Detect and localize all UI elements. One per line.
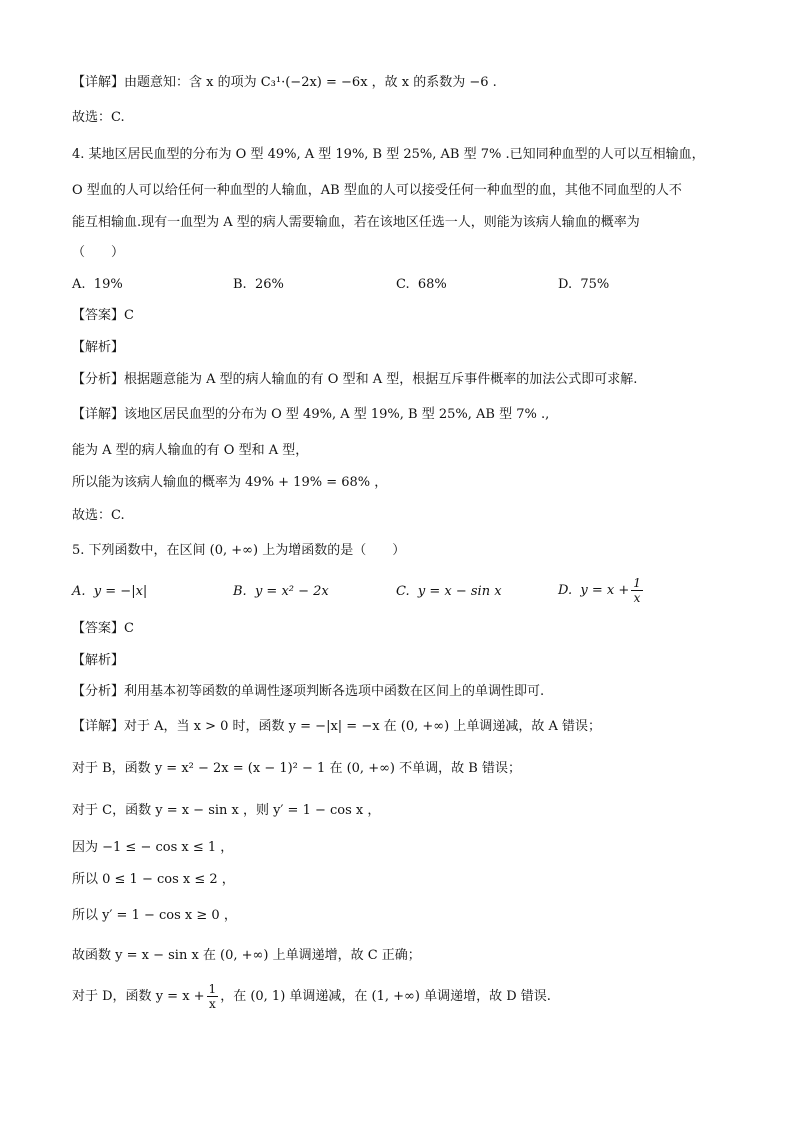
question-4-line-1: 4. 某地区居民血型的分布为 O 型 49%, A 型 19%, B 型 25%, AB 型 7% .已知同种血型的人可以互相输血，: [72, 147, 705, 162]
analysis-5: 【分析】利用基本初等函数的单调性逐项判断各选项中函数在区间上的单调性即可.: [72, 684, 545, 699]
question-4-line-3: 能互相输血.现有一血型为 A 型的病人需要输血，若在该地区任选一人，则能为该病人输血的概率为: [72, 215, 640, 230]
detail-4-line-1: 【详解】该地区居民血型的分布为 O 型 49%, A 型 19%, B 型 25%, AB 型 7% .,: [72, 407, 550, 422]
q4-option-d: D. 75%: [558, 277, 610, 292]
answer-4: 【答案】C: [72, 308, 134, 323]
question-4-bracket: （ ）: [72, 245, 125, 260]
detail-5-line-f: 所以 y′ = 1 − cos x ≥ 0 ，: [72, 908, 237, 923]
analysis-4-heading: 【解析】: [72, 340, 125, 355]
q5-option-b: B. y = x² − 2x: [233, 584, 329, 599]
detail-5-line-b: 对于 B，函数 y = x² − 2x = (x − 1)² − 1 在 (0, +∞) 不单调，故 B 错误；: [72, 761, 521, 776]
fraction-one-over-x-2: $\frac{1}{x}$: [208, 982, 217, 1011]
q4-option-b: B. 26%: [233, 277, 284, 292]
question-5: 5. 下列函数中，在区间 (0, +∞) 上为增函数的是（ ）: [72, 543, 406, 558]
fraction-one-over-x: $\frac{1}{x}$: [633, 576, 641, 605]
q5-option-c: C. y = x − sin x: [396, 584, 502, 599]
analysis-5-heading: 【解析】: [72, 653, 125, 668]
detail-5-line-a: 【详解】对于 A，当 x > 0 时，函数 y = −|x| = −x 在 (0, +∞) 上单调递减，故 A 错误；: [72, 719, 601, 734]
detail-4-line-2: 能为 A 型的病人输血的有 O 型和 A 型，: [72, 443, 309, 458]
detail-5-line-g: 故函数 y = x − sin x 在 (0, +∞) 上单调递增，故 C 正确；: [72, 948, 421, 963]
detail-4-line-3: 所以能为该病人输血的概率为 49% + 19% = 68% ，: [72, 475, 388, 490]
detail-line: 【详解】由题意知：含 x 的项为 C₃¹·(−2x) = −6x ，故 x 的系数为 −6 .: [72, 75, 497, 90]
q5-option-d: D. y = x + $\frac{1}{x}$: [558, 576, 641, 605]
detail-4-line-4: 故选：C.: [72, 508, 125, 523]
q5-option-a: A. y = −|x|: [72, 584, 148, 599]
detail-5-line-d: 因为 −1 ≤ − cos x ≤ 1 ，: [72, 840, 234, 855]
choice-line: 故选：C.: [72, 110, 125, 125]
detail-5-line-c: 对于 C，函数 y = x − sin x ，则 y′ = 1 − cos x ，: [72, 803, 381, 818]
q4-option-a: A. 19%: [72, 277, 123, 292]
answer-5: 【答案】C: [72, 621, 134, 636]
analysis-4: 【分析】根据题意能为 A 型的病人输血的有 O 型和 A 型，根据互斥事件概率的加法公式即可求解.: [72, 372, 638, 387]
question-4-line-2: O 型血的人可以给任何一种血型的人输血，AB 型血的人可以接受任何一种血型的血，其他不同血型的人不: [72, 183, 682, 198]
detail-5-line-h: 对于 D，函数 y = x + $\frac{1}{x}$ ，在 (0, 1) 单调递减，在 (1, +∞) 单调递增，故 D 错误.: [72, 982, 551, 1011]
detail-5-line-e: 所以 0 ≤ 1 − cos x ≤ 2 ，: [72, 872, 235, 887]
q4-option-c: C. 68%: [396, 277, 447, 292]
